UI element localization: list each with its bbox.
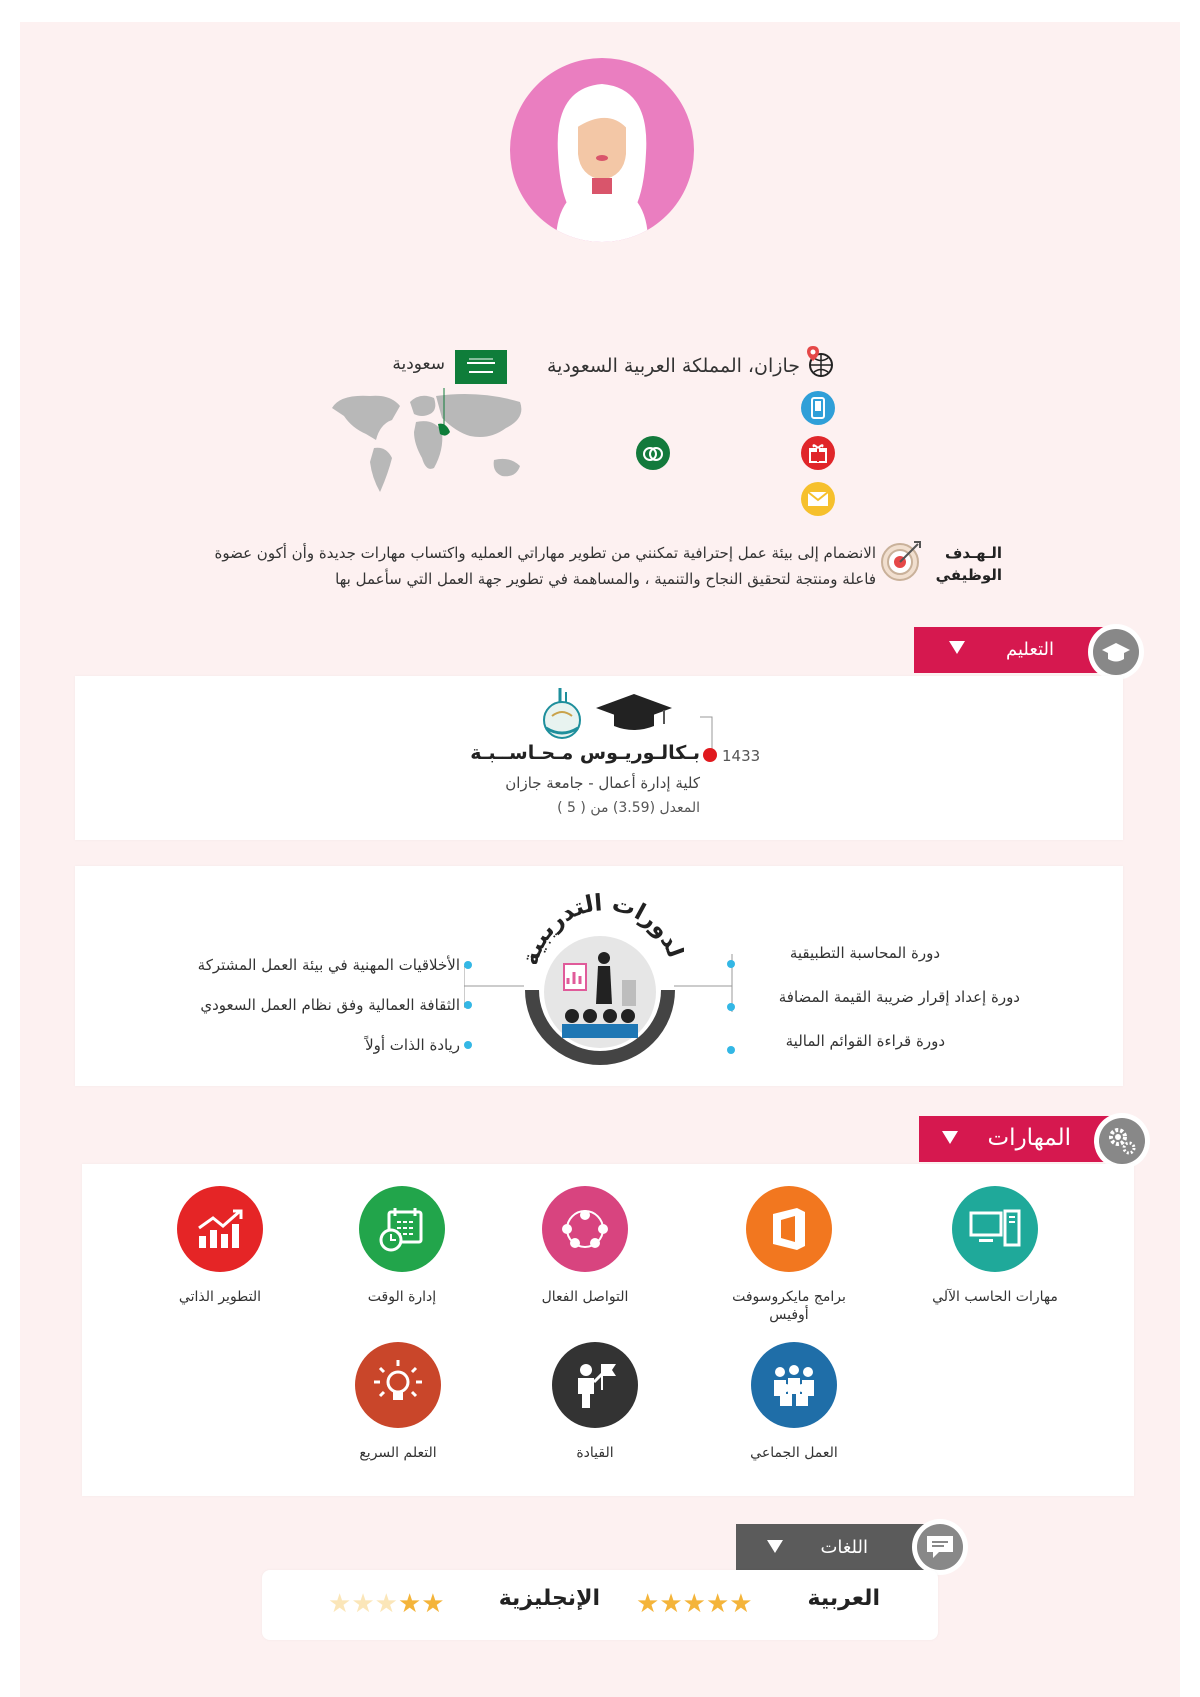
chat-bubble-tab-icon (912, 1519, 968, 1575)
star-icon: ★ (328, 1589, 352, 1619)
rating-stars-arabic (636, 1591, 753, 1617)
computer-icon (952, 1186, 1038, 1272)
woman-avatar-icon (510, 58, 694, 242)
graduation-year: 1433 (722, 747, 761, 765)
education-label: التعليم (1006, 639, 1054, 660)
star-icon: ★ (705, 1589, 730, 1619)
skill-item (719, 1342, 869, 1462)
avatar (510, 58, 694, 242)
skill-label: التواصل الفعال (541, 1289, 629, 1305)
growth-chart-icon (177, 1186, 263, 1272)
chevron-down-icon (948, 639, 966, 659)
languages-tab[interactable] (736, 1524, 926, 1570)
course-item-right-3: دورة قراءة القوائم المالية (785, 1032, 945, 1050)
course-item-left-3: ريادة الذات أولاً (365, 1036, 460, 1054)
star-icon: ★ (682, 1589, 706, 1619)
degree-title: بـكالـوريـوس مـحـاســبـة (470, 742, 700, 764)
skill-item (327, 1186, 477, 1306)
saudi-flag-icon (455, 350, 507, 384)
skills-label: المهارات (987, 1125, 1071, 1151)
course-item-left-2: الثقافة العمالية وفق نظام العمل السعودي (200, 996, 460, 1014)
skill-item (714, 1186, 864, 1324)
course-bullet (464, 1001, 472, 1009)
course-bullet (464, 1041, 472, 1049)
marital-rings-icon (636, 436, 670, 470)
college-name: كلية إدارة أعمال - جامعة جازان (505, 774, 700, 792)
email-icon (801, 482, 835, 516)
skill-label: العمل الجماعي (750, 1445, 838, 1461)
birthday-gift-icon (801, 436, 835, 470)
rating-stars-english (328, 1591, 445, 1617)
lightbulb-icon (355, 1342, 441, 1428)
course-item-right-2: دورة إعداد إقرار ضريبة القيمة المضافة (778, 988, 1020, 1006)
globe-pin-icon (806, 344, 836, 382)
course-bullet (727, 1046, 735, 1054)
graduation-cap-tab-icon (1088, 624, 1144, 680)
location-text: جازان، المملكة العربية السعودية (546, 355, 800, 377)
skill-label: التعلم السريع (359, 1445, 437, 1461)
skill-label: إدارة الوقت (367, 1289, 437, 1305)
course-item-left-1: الأخلاقيات المهنية في بيئة العمل المشتركة (197, 956, 460, 974)
gears-tab-icon (1094, 1113, 1150, 1169)
skill-item (323, 1342, 473, 1462)
skill-label: التطوير الذاتي (178, 1289, 262, 1305)
star-icon: ★ (351, 1589, 375, 1619)
timeline-dot (703, 748, 717, 762)
skill-item (920, 1186, 1070, 1306)
skill-item (520, 1342, 670, 1462)
mobile-phone-icon (801, 391, 835, 425)
course-bullet (727, 1003, 735, 1011)
languages-label: اللغات (820, 1537, 868, 1558)
goal-title: الـهـدف الوظيفي (935, 544, 1002, 584)
course-bullet (727, 960, 735, 968)
education-tab[interactable] (914, 627, 1114, 673)
skill-label: القيادة (576, 1445, 614, 1461)
skills-tab[interactable] (919, 1116, 1119, 1162)
star-icon: ★ (397, 1589, 422, 1619)
gpa-text: المعدل (3.59) من ( 5 ) (557, 800, 700, 816)
world-map-icon (330, 388, 530, 502)
office-icon (746, 1186, 832, 1272)
leader-flag-icon (552, 1342, 638, 1428)
language-name-arabic: العربية (807, 1586, 880, 1611)
course-bullet (464, 961, 472, 969)
communication-icon (542, 1186, 628, 1272)
skill-item (510, 1186, 660, 1306)
university-logo-icon (538, 686, 586, 746)
star-icon: ★ (729, 1589, 753, 1619)
team-icon (751, 1342, 837, 1428)
skill-item (145, 1186, 295, 1306)
star-icon: ★ (636, 1589, 660, 1619)
courses-title: دورات التدريبي (524, 890, 684, 956)
courses-left-bracket (464, 964, 526, 1010)
star-icon: ★ (659, 1589, 683, 1619)
chevron-down-icon (766, 1538, 784, 1558)
chevron-down-icon (941, 1129, 959, 1149)
skill-label: مهارات الحاسب الآلي (932, 1289, 1058, 1305)
goal-text: الانضمام إلى بيئة عمل إحترافية تمكنني من تطوير مهاراتي العمليه واكتساب مهارات جديدة وأن أكون عضوة فاعلة ومنتجة لتحقيق النجاح والتنمية ، والمساهمة في تطوير جهة العمل التي سأعمل بها (214, 544, 876, 588)
language-name-english: الإنجليزية (498, 1586, 600, 1611)
nationality-text: سعودية (392, 354, 445, 374)
skill-label: برامج مايكروسوفت أوفيس (732, 1289, 846, 1323)
target-icon (880, 540, 922, 586)
calendar-clock-icon (359, 1186, 445, 1272)
course-item-right-1: دورة المحاسبة التطبيقية (789, 944, 940, 962)
courses-right-bracket (672, 952, 734, 1022)
star-icon: ★ (421, 1589, 445, 1619)
star-icon: ★ (374, 1589, 398, 1619)
graduation-cap-icon (594, 692, 674, 736)
